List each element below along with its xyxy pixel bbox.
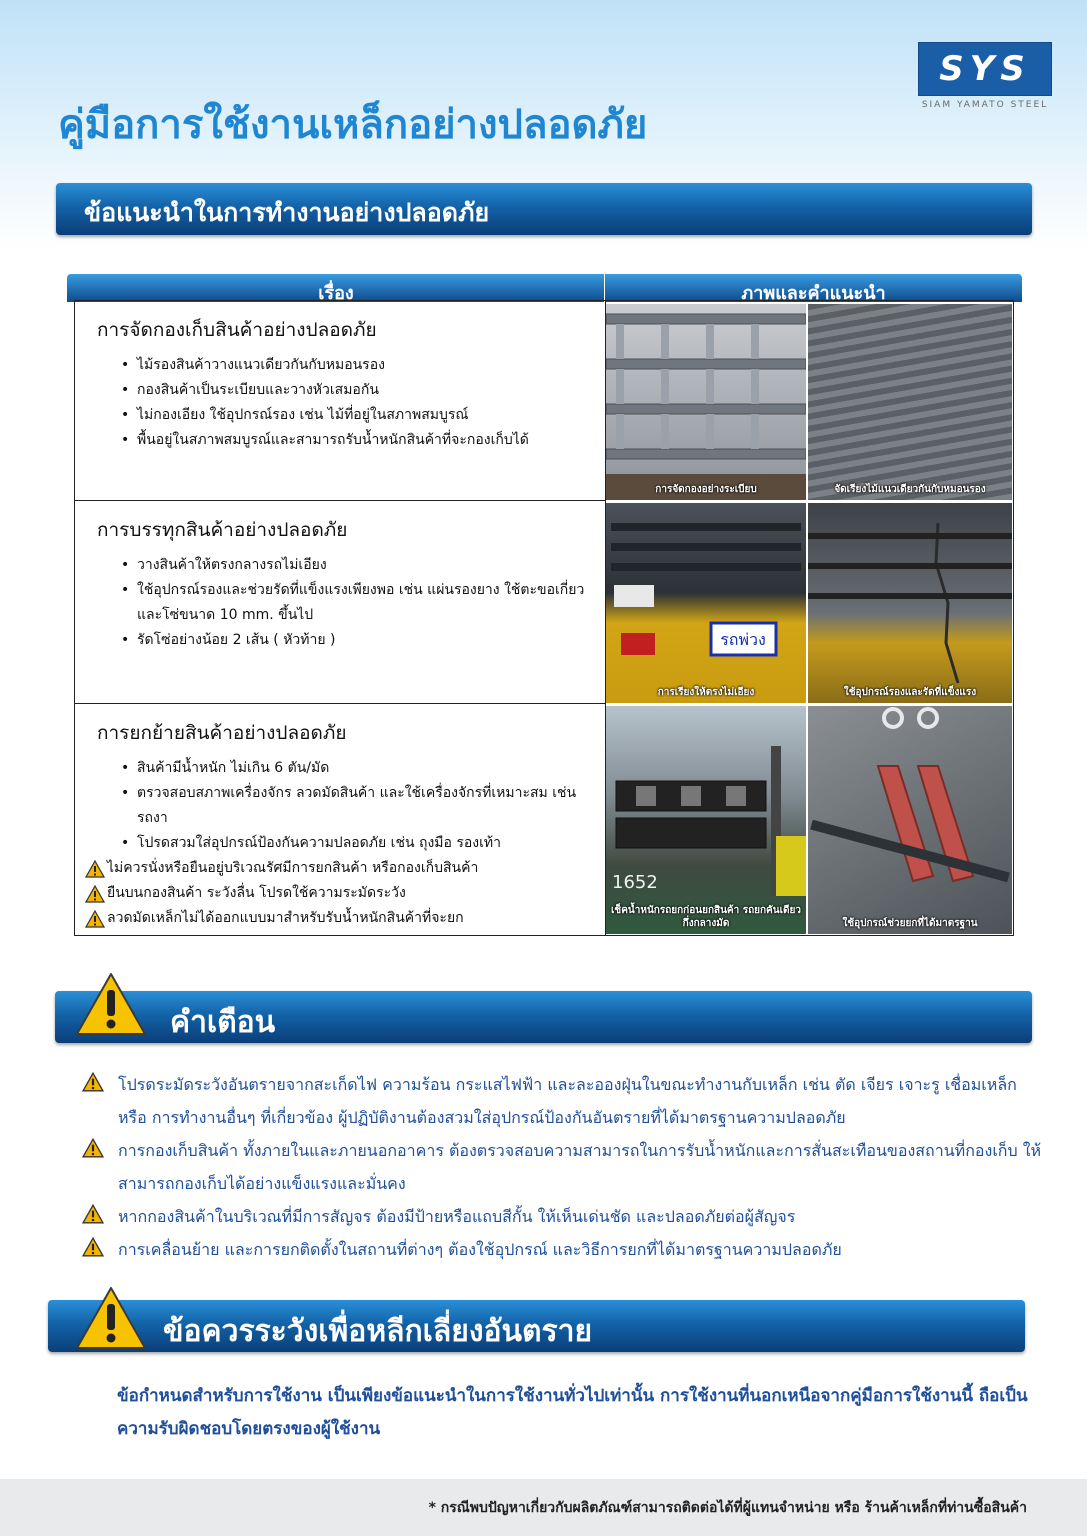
photo-lifting-clamps — [808, 706, 1012, 934]
list-item: • ใช้อุปกรณ์รองและช่วยรัดที่แข็งแรงเพียงพอ เช่น แผ่นรองยาง ใช้ตะขอเกี่ยว และโซ่ขนาด 10 mm. ขึ้นไป — [121, 578, 605, 628]
section-title-safety: ข้อแนะนำในการทำงานอย่างปลอดภัย — [84, 198, 490, 227]
warning-text: การกองเก็บสินค้า ทั้งภายในและภายนอกอาคาร ต้องตรวจสอบความสามารถในการรับน้ำหนักและการสั่นสะเทือนของสถานที่กองเก็บ ให้สามารถกองเก็บได้อย่างแข็งแรงและมั่นคง — [118, 1141, 1042, 1193]
warning-text: การเคลื่อนย้าย และการยกติดตั้งในสถานที่ต่างๆ ต้องใช้อุปกรณ์ และวิธีการยกที่ได้มาตรฐานความปลอดภัย — [118, 1240, 842, 1259]
list-item: • รัดโซ่อย่างน้อย 2 เส้น ( หัวท้าย ) — [121, 628, 605, 653]
warning-icon — [85, 910, 105, 928]
warning-icon — [82, 1237, 104, 1257]
photo-forklift — [606, 706, 806, 934]
list-item: • วางสินค้าให้ตรงกลางรถไม่เอียง — [121, 553, 605, 578]
page-title: คู่มือการใช้งานเหล็กอย่างปลอดภัย — [58, 102, 648, 148]
photo-caption: ใช้อุปกรณ์รองและรัดที่แข็งแรง — [843, 687, 977, 698]
footer-note: * กรณีพบปัญหาเกี่ยวกับผลิตภัณฑ์สามารถติดต่อได้ที่ผู้แทนจำหน่าย หรือ ร้านค้าเหล็กที่ท่านซื้อสินค้า — [428, 1500, 1027, 1516]
warning-text: ลวดมัดเหล็กไม่ได้ออกแบบมาสำหรับรับน้ำหนักสินค้าที่จะยก — [107, 910, 464, 926]
section-header-caution — [48, 1300, 1025, 1352]
table-header — [67, 274, 1022, 302]
list-item: • สินค้ามีน้ำหนัก ไม่เกิน 6 ตัน/มัด — [121, 756, 605, 781]
table-header-topic: เรื่อง — [318, 283, 354, 304]
table-header-images: ภาพและคำแนะนำ — [741, 283, 886, 304]
list-item: • ตรวจสอบสภาพเครื่องจักร ลวดมัดสินค้า และใช้เครื่องจักรที่เหมาะสม เช่น รถงา — [121, 781, 605, 831]
list-item: • พื้นอยู่ในสภาพสมบูรณ์และสามารถรับน้ำหนักสินค้าที่จะกองเก็บได้ — [121, 428, 605, 453]
chain-image — [808, 503, 1012, 703]
photo-caption: ใช้อุปกรณ์ช่วยยกที่ได้มาตรฐาน — [842, 918, 978, 929]
section-title-caution: ข้อควรระวังเพื่อหลีกเลี่ยงอันตราย — [163, 1314, 593, 1349]
section-header-warning — [55, 991, 1032, 1043]
caution-icon — [74, 1284, 148, 1352]
safety-table — [74, 300, 1014, 936]
photo-caption: การเรียงให้ตรงไม่เอียง — [657, 687, 755, 698]
warning-item — [82, 1200, 1042, 1233]
photo-caption: เช็คน้ำหนักรถยกก่อนยกสินค้า รถยกคันเดียวกึ่งกลางมัด — [611, 905, 801, 929]
row-heading: การจัดกองเก็บสินค้าอย่างปลอดภัย — [97, 319, 377, 341]
warning-icon — [74, 970, 148, 1038]
row-heading: การบรรทุกสินค้าอย่างปลอดภัย — [97, 519, 348, 541]
warning-text: โปรดระมัดระวังอันตรายจากสะเก็ดไฟ ความร้อน กระแสไฟฟ้า และละอองฝุ่นในขณะทำงานกับเหล็ก เช่น ตัด เจียร เจาะรู เชื่อมเหล็ก หรือ การทำงานอื่นๆ ที่เกี่ยวข้อง ผู้ปฏิบัติงานต้องสวมใส่อุปกรณ์ป้องกันอันตรายที่ได้มาตรฐานความปลอดภัย — [118, 1075, 1017, 1127]
photo-stacked-beams — [606, 304, 806, 500]
section-title-warning: คำเตือน — [170, 1005, 276, 1040]
warning-list — [82, 1068, 1042, 1266]
table-row — [75, 704, 605, 935]
warning-icon — [82, 1138, 104, 1158]
warning-text: หากกองสินค้าในบริเวณที่มีการสัญจร ต้องมีป้ายหรือแถบสีกั้น ให้เห็นเด่นชัด และปลอดภัยต่อผู้สัญจร — [118, 1207, 796, 1226]
list-item: • ไม้รองสินค้าวางแนวเดียวกันกับหมอนรอง — [121, 353, 605, 378]
row-list — [97, 353, 605, 453]
logo-text: SYS — [939, 49, 1031, 89]
warning-text: ไม่ควรนั่งหรือยืนอยู่บริเวณรัศมีการยกสินค้า หรือกองเก็บสินค้า — [107, 860, 479, 876]
warning-item — [82, 1233, 1042, 1266]
table-row — [75, 501, 605, 704]
photo-aligned-timber — [808, 304, 1012, 500]
list-item: • กองสินค้าเป็นระเบียบและวางหัวเสมอกัน — [121, 378, 605, 403]
clamps-image — [808, 706, 1012, 934]
warning-item — [85, 856, 605, 881]
warning-icon — [82, 1072, 104, 1092]
logo-mark — [918, 42, 1052, 96]
section-header-safety — [56, 183, 1032, 235]
vehicle-plate: 1652 — [612, 872, 658, 893]
warning-icon — [85, 860, 105, 878]
warning-icon — [85, 885, 105, 903]
warning-item — [85, 881, 605, 906]
footer — [0, 1479, 1087, 1536]
logo-subtitle: SIAM YAMATO STEEL — [921, 100, 1049, 110]
photo-truck-loading — [606, 503, 806, 703]
row-heading: การยกย้ายสินค้าอย่างปลอดภัย — [97, 722, 347, 744]
table-row — [75, 301, 605, 501]
photo-chain-strap — [808, 503, 1012, 703]
truck-label: รถพ่วง — [720, 630, 766, 649]
photo-caption: จัดเรียงไม้แนวเดียวกันกับหมอนรอง — [834, 484, 986, 495]
row-list — [97, 553, 605, 653]
warning-item — [82, 1068, 1042, 1134]
warning-text: ยืนบนกองสินค้า ระวังลื่น โปรดใช้ความระมัดระวัง — [107, 885, 406, 901]
warning-item — [82, 1134, 1042, 1200]
stacked-beams-image — [606, 304, 806, 500]
list-item: • โปรดสวมใส่อุปกรณ์ป้องกันความปลอดภัย เช่น ถุงมือ รองเท้า — [121, 831, 605, 856]
truck-image — [606, 503, 806, 703]
row-list — [97, 756, 605, 931]
list-item: • ไม่กองเอียง ใช้อุปกรณ์รอง เช่น ไม้ที่อยู่ในสภาพสมบูรณ์ — [121, 403, 605, 428]
disclaimer-text: ข้อกำหนดสำหรับการใช้งาน เป็นเพียงข้อแนะนำในการใช้งานทั่วไปเท่านั้น การใช้งานที่นอกเหนือจากคู่มือการใช้งานนี้ ถือเป็นความรับผิดชอบโดยตรงของผู้ใช้งาน — [117, 1386, 1028, 1439]
warning-icon — [82, 1204, 104, 1224]
forklift-image — [606, 706, 806, 934]
company-logo — [918, 42, 1052, 110]
warning-item — [85, 906, 605, 931]
photo-caption: การจัดกองอย่างระเบียบ — [655, 484, 757, 495]
